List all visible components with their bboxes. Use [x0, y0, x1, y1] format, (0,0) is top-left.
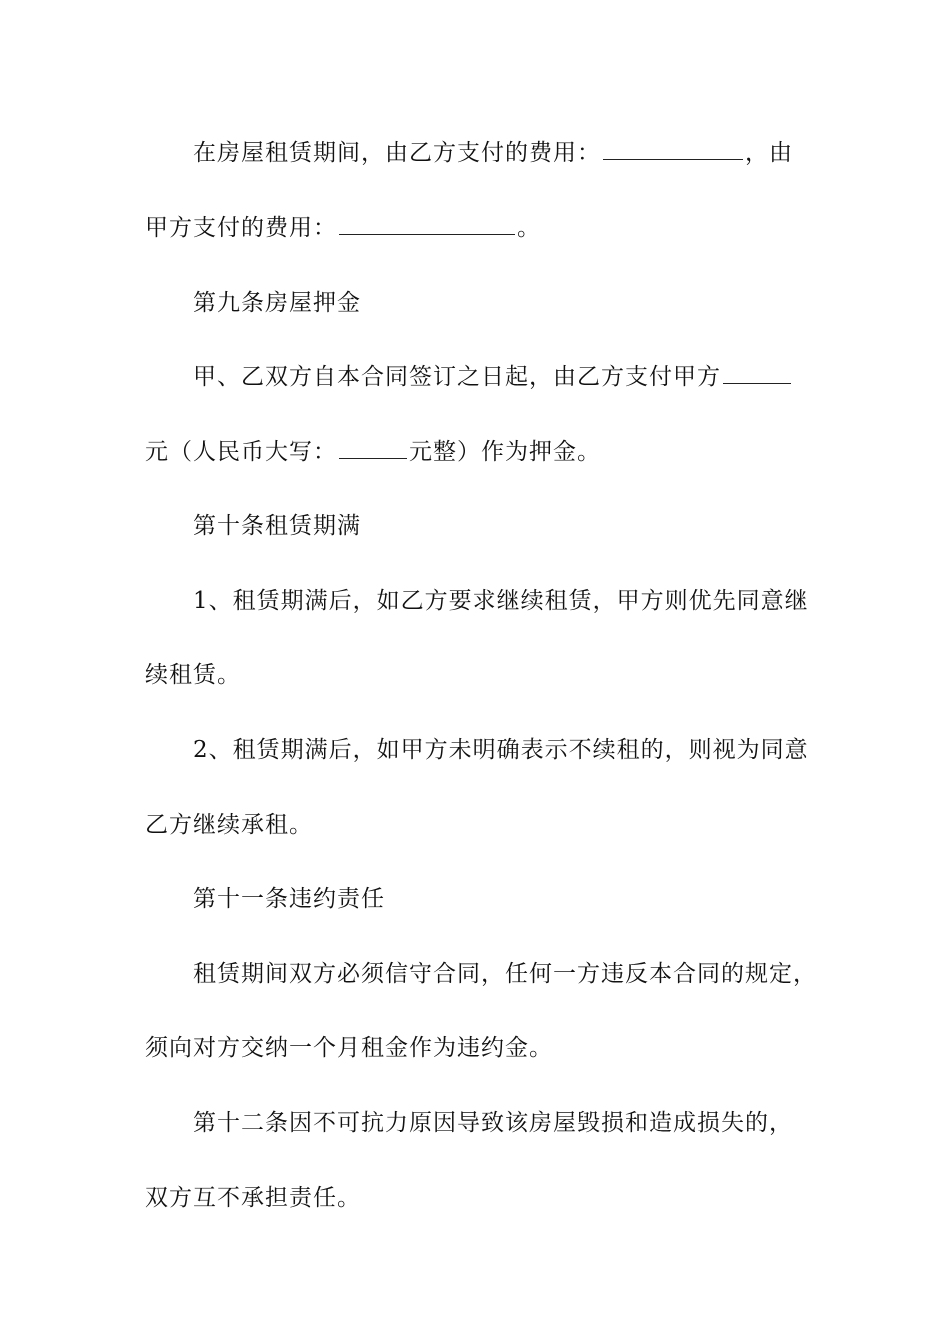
article-12-line-2: 双方互不承担责任。: [145, 1185, 361, 1211]
deposit-text: 甲、乙双方自本合同签订之日起，由乙方支付甲方: [193, 364, 721, 390]
item-1-line-2: 续租赁。: [145, 662, 241, 688]
article-11-title: 第十一条违约责任: [193, 886, 385, 912]
paragraph-deposit-line-2: [145, 437, 601, 467]
deposit-capital-text: 元（人民币大写：: [145, 439, 337, 465]
landlord-fees-blank[interactable]: [339, 216, 515, 235]
fees-tenant-text: 在房屋租赁期间，由乙方支付的费用：: [193, 140, 601, 166]
deposit-suffix: 元整）作为押金。: [409, 439, 601, 465]
paragraph-deposit-line-1: [193, 362, 793, 392]
fees-landlord-text: 甲方支付的费用：: [145, 215, 337, 241]
item-2-line-1: 2、租赁期满后，如甲方未明确表示不续租的，则视为同意: [193, 737, 809, 763]
article-12-line-1: 第十二条因不可抗力原因导致该房屋毁损和造成损失的，: [193, 1110, 793, 1136]
article-10-title: 第十条租赁期满: [193, 513, 361, 539]
tenant-fees-blank[interactable]: [603, 141, 743, 160]
paragraph-breach-line-2: 须向对方交纳一个月租金作为违约金。: [145, 1035, 553, 1061]
paragraph-fees-line-2: [145, 213, 541, 243]
article-9-title: 第九条房屋押金: [193, 290, 361, 316]
fees-tenant-suffix: ，由: [745, 140, 793, 166]
fees-landlord-suffix: 。: [517, 215, 541, 241]
deposit-amount-blank[interactable]: [723, 365, 791, 384]
item-1-line-1: 1、租赁期满后，如乙方要求继续租赁，甲方则优先同意继: [193, 588, 809, 614]
paragraph-breach-line-1: 租赁期间双方必须信守合同，任何一方违反本合同的规定，: [193, 961, 817, 987]
paragraph-fees-line-1: [193, 138, 793, 168]
item-2-line-2: 乙方继续承租。: [145, 812, 313, 838]
deposit-capital-blank[interactable]: [339, 440, 407, 459]
